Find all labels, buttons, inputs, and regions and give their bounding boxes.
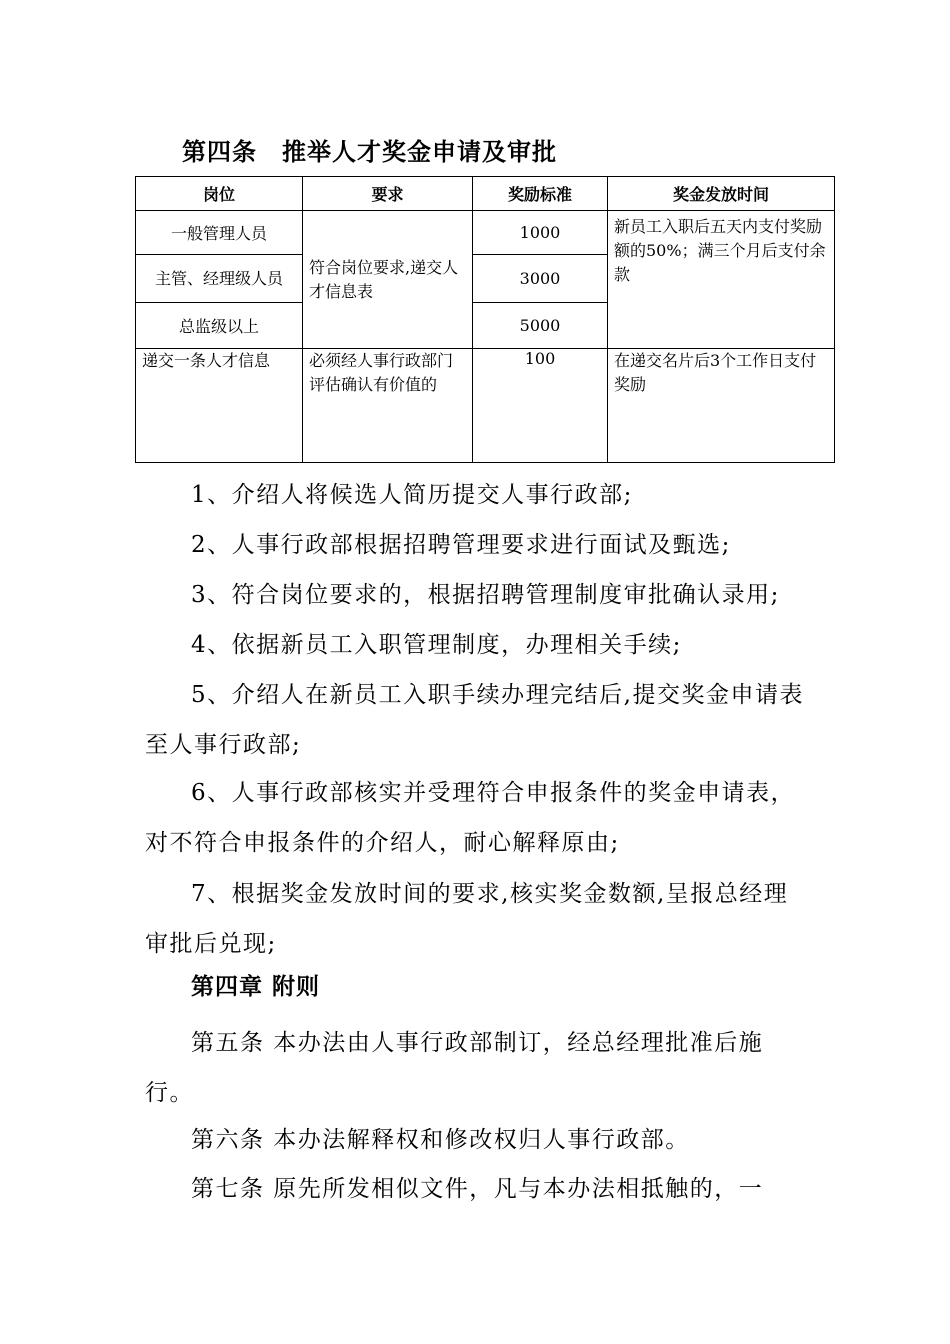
step-item: 6、人事行政部核实并受理符合申报条件的奖金申请表，对不符合申报条件的介绍人，耐心解释原由; (145, 780, 796, 856)
step-item: 4、依据新员工入职管理制度，办理相关手续; (191, 632, 682, 658)
standard-cell: 3000 (473, 255, 608, 303)
table-header-row (136, 177, 835, 211)
reward-table (135, 176, 835, 463)
requirement-cell: 符合岗位要求,递交人才信息表 (303, 211, 473, 349)
position-cell: 总监级以上 (136, 303, 303, 349)
header-position: 岗位 (136, 177, 303, 211)
requirement-cell: 必须经人事行政部门评估确认有价值的 (303, 349, 473, 463)
header-requirement: 要求 (303, 177, 473, 211)
position-cell: 一般管理人员 (136, 211, 303, 255)
step-item: 3、符合岗位要求的，根据招聘管理制度审批确认录用; (191, 582, 780, 608)
article-item: 第六条 本办法解释权和修改权归人事行政部。 (191, 1127, 690, 1153)
standard-cell: 1000 (473, 211, 608, 255)
step-item: 7、根据奖金发放时间的要求,核实奖金数额,呈报总经理审批后兑现; (145, 881, 789, 957)
position-cell: 递交一条人才信息 (136, 349, 303, 463)
standard-cell: 5000 (473, 303, 608, 349)
step-item: 1、介绍人将候选人简历提交人事行政部; (191, 482, 633, 508)
header-standard: 奖励标准 (473, 177, 608, 211)
article-item: 第七条 原先所发相似文件，凡与本办法相抵触的，一 (191, 1176, 764, 1202)
step-item: 5、介绍人在新员工入职手续办理完结后,提交奖金申请表至人事行政部; (145, 682, 804, 758)
payout-time-cell: 在递交名片后3个工作日支付奖励 (608, 349, 835, 463)
header-payout-time: 奖金发放时间 (608, 177, 835, 211)
payout-time-cell: 新员工入职后五天内支付奖励额的50%；满三个月后支付余款 (608, 211, 835, 349)
step-item: 2、人事行政部根据招聘管理要求进行面试及甄选; (191, 532, 731, 558)
article-item: 第五条 本办法由人事行政部制订，经总经理批准后施行。 (145, 1030, 764, 1106)
chapter-title: 第四章 附则 (191, 974, 321, 1000)
table-row (136, 211, 835, 255)
position-cell: 主管、经理级人员 (136, 255, 303, 303)
standard-cell: 100 (473, 349, 608, 463)
section-title: 第四条 推举人才奖金申请及审批 (182, 138, 557, 166)
table-row (136, 349, 835, 463)
